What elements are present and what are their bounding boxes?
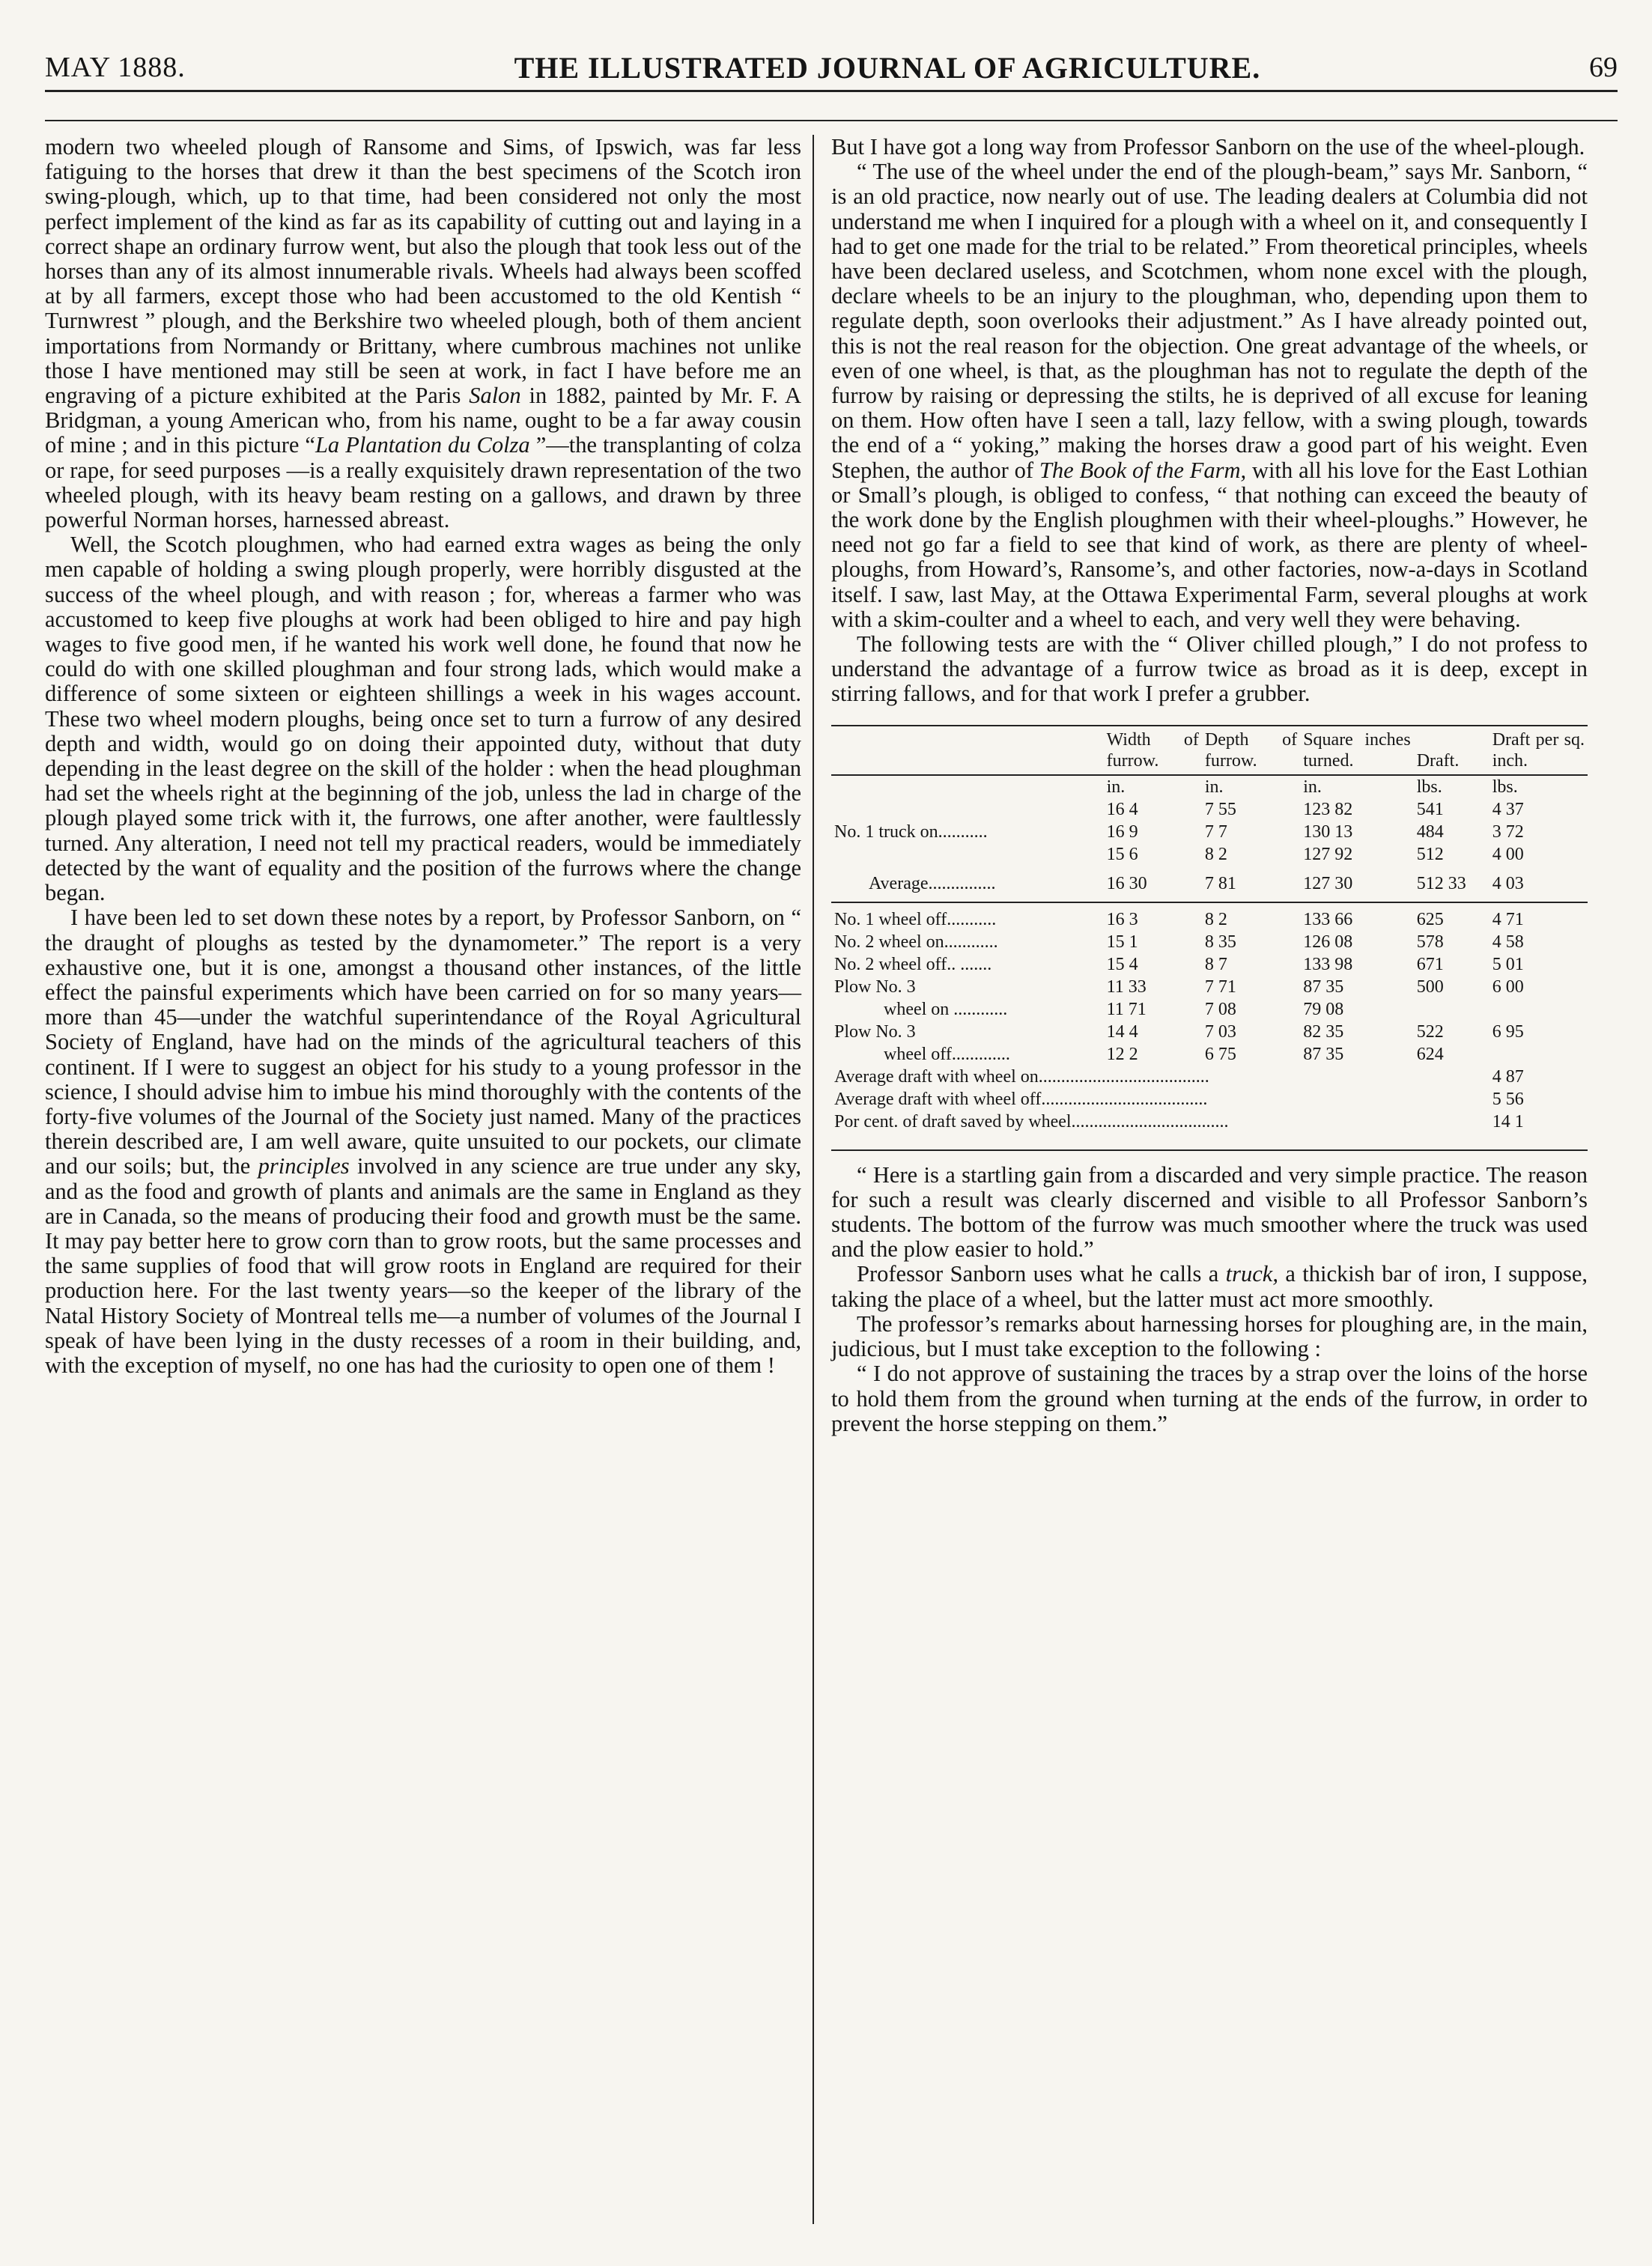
col-header-square: Square inches turned.: [1303, 729, 1411, 771]
page-header: [45, 45, 1618, 92]
table-row: 15 6 8 2 127 92 512 4 00: [1106, 844, 1524, 864]
units-row: in. in. in. lbs. lbs.: [1106, 777, 1518, 797]
paragraph: Professor Sanborn uses what he calls a truck, a thickish bar of iron, I suppose, taking the place of a wheel, but the latter must act more smoothly.: [831, 1261, 1588, 1312]
paragraph: “ The use of the wheel under the end of the plough-beam,” says Mr. Sanborn, “ is an old practice, now nearly out of use. The leading dealers at Columbia did not understand me when I inquired for a plough with a wheel on it, and consequently I had to get one made for the trial to be related.” From theoretical principles, wheels have been declared useless, and Scotchmen, whom none excel with the plough, declare wheels to be an injury to the ploughman, who, depending upon them to regulate depth, soon overlooks their adjustment.” As I have already pointed out, this is not the real reason for the objection. One great advantage of the wheels, or even of one wheel, is that, as the ploughman has not to regulate the depth of the furrow by raising or depressing the stilts, he is deprived of all excuse for leaning on them. How often have I seen a tall, lazy fellow, with a swing plough, towards the end of a “ yoking,” making the horses draw a good part of his weight. Even Stephen, the author of The Book of the Farm, with all his love for the East Lothian or Small’s plough, is obliged to confess, “ that nothing can exceed the beauty of the work done by the English ploughmen with their wheel-ploughs.” However, he need not go far a field to see that kind of work, as there are plenty of wheel-ploughs, from Howard’s, Ransome’s, and other factories, now-a-days in Scotland itself. I saw, last May, at the Ottawa Experimental Farm, several ploughs at work with a skim-coulter and a wheel to each, and very well they were behaving.: [831, 159, 1588, 632]
paragraph: But I have got a long way from Professor Sanborn on the use of the wheel-plough.: [831, 134, 1585, 160]
left-column: [45, 135, 801, 1378]
table-end-rule: [831, 1149, 1588, 1151]
table-header-row: [831, 726, 1588, 775]
col-header-draft-sq: Draft per sq. inch.: [1492, 729, 1585, 771]
plough-test-table: [831, 725, 1588, 1133]
col-header-draft: Draft.: [1416, 750, 1460, 771]
table-row: Plow No. 3 14 4 7 03 82 35 522 6 95: [834, 1021, 1524, 1042]
right-column: [831, 135, 1588, 1436]
paragraph: modern two wheeled plough of Ransome and Sims, of Ipswich, was far less fatiguing to the horses that drew it than the best specimens of the Scotch iron swing-plough, which, up to that time, had been considered not only the most perfect implement of the kind as far as its capability of cutting out and laying in a correct shape an ordinary furrow went, but also the plough that took less out of the horses than any of its almost innumerable rivals. Wheels had always been scoffed at by all farmers, except those who had been accustomed to the old Kentish “ Turnwrest ” plough, and the Berkshire two wheeled plough, both of them ancient importations from Normandy or Brittany, where cumbrous machines not unlike those I have mentioned may still be seen at work, in fact I have before me an engraving of a picture exhibited at the Paris Salon in 1882, painted by Mr. F. A Bridgman, a young American who, from his name, ought to be a far away cousin of mine ; and in this picture “La Plantation du Colza ”—the transplanting of colza or rape, for seed purposes —is a really exquisitely drawn representation of the two wheeled plough, with its heavy beam resting on a gallows, and drawn by three powerful Norman horses, harnessed abreast.: [45, 134, 802, 533]
table-row: No. 1 wheel off........... 16 3 8 2 133 66 625 4 71: [831, 902, 1588, 931]
table-row: wheel on ............ 11 71 7 08 79 08: [884, 999, 1344, 1019]
table-row: 16 4 7 55 123 82 541 4 37: [1106, 799, 1524, 819]
paragraph: “ I do not approve of sustaining the traces by a strap over the loins of the horse to hold them from the ground when turning at the ends of the furrow, in order to prevent the horse stepping on them.”: [831, 1361, 1588, 1436]
journal-title: THE ILLUSTRATED JOURNAL OF AGRICULTURE.: [514, 50, 1261, 85]
table-row: wheel off............. 12 2 6 75 87 35 624: [884, 1044, 1444, 1064]
issue-date: MAY 1888.: [45, 52, 186, 83]
header-rule: [45, 120, 1618, 121]
summary-row: Average draft with wheel off..................................... 5 56: [834, 1089, 1524, 1109]
summary-row: Por cent. of draft saved by wheel................................... 14 1: [834, 1111, 1524, 1132]
table-row: Plow No. 3 11 33 7 71 87 35 500 6 00: [834, 976, 1524, 997]
table-row: No. 1 truck on........... 16 9 7 7 130 13 484 3 72: [834, 821, 1524, 842]
col-header-width: Width of furrow.: [1106, 729, 1199, 771]
average-row: Average............... 16 30 7 81 127 30 512 33 4 03: [869, 873, 1524, 893]
paragraph: “ Here is a startling gain from a discarded and very simple practice. The reason for such a result was clearly discerned and visible to all Professor Sanborn’s students. The bottom of the furrow was much smoother where the truck was used and the plow easier to hold.”: [831, 1161, 1588, 1263]
paragraph: I have been led to set down these notes by a report, by Professor Sanborn, on “ the draught of ploughs as tested by the dynamometer.” The report is a very exhaustive one, but it is one, amongst a thousand other instances, of the little effect the painsful experiments which have been carried on for so many years—more than 45—under the watchful superintendance of the Royal Agricultural Society of England, have had on the minds of the agricultural teachers of this continent. If I were to suggest an object for his study to a young professor in the science, I should advise him to imbue his mind thoroughly with the contents of the forty-five volumes of the Journal of the Society just named. Many of the practices therein described are, I am well aware, quite unsuited to our pockets, our climate and our soils; but, the principles involved in any science are true under any sky, and as the food and growth of plants and animals are the same in England as they are in Canada, so the means of producing their food and growth must be the same. It may pay better here to grow corn than to grow roots, but the same processes and the same supplies of food that will grow roots in England are required for their production here. For the last twenty years—so the keeper of the library of the Natal History Society of Montreal tells me—a number of volumes of the Journal I speak of have been lying in the dusty recesses of a room in their building, and, with the exception of myself, no one has had the curiosity to open one of them !: [45, 905, 802, 1378]
column-divider: [813, 135, 814, 2224]
table-row: No. 2 wheel on............ 15 1 8 35 126 08 578 4 58: [834, 932, 1524, 952]
summary-row: Average draft with wheel on...................................... 4 87: [834, 1066, 1524, 1087]
paragraph: The following tests are with the “ Oliver chilled plough,” I do not profess to understand the advantage of a furrow twice as broad as it is deep, except in stirring fallows, and for that work I prefer a grubber.: [831, 631, 1588, 707]
paragraph: Well, the Scotch ploughmen, who had earned extra wages as being the only men capable of holding a swing plough properly, were horribly disgusted at the success of the wheel plough, and with reason ; for, whereas a farmer who was accustomed to keep five ploughs at work had been obliged to hire and pay high wages to five good men, if he wanted his work well done, he found that now he could do with one skilled ploughman and four strong lads, which would make a difference of some sixteen or eighteen shillings a week in his wages account. These two wheel modern ploughs, being once set to turn a furrow of any desired depth and width, would go on doing their appointed duty, without that duty depending in the least degree on the skill of the holder : when the head ploughman had set the wheels right at the beginning of the job, unless the lad in charge of the plough played some trick with it, the furrows, one after another, were faultlessly turned. Any alteration, I need not tell my practical readers, would be immediately detected by the want of equality and the position of the furrows where the change began.: [45, 532, 801, 906]
col-header-depth: Depth of furrow.: [1204, 729, 1298, 771]
page-number: 69: [1589, 52, 1618, 83]
table-row: No. 2 wheel off.. ....... 15 4 8 7 133 98 671 5 01: [834, 954, 1524, 974]
paragraph: The professor’s remarks about harnessing horses for ploughing are, in the main, judicious, but I must take exception to the following :: [831, 1310, 1588, 1362]
